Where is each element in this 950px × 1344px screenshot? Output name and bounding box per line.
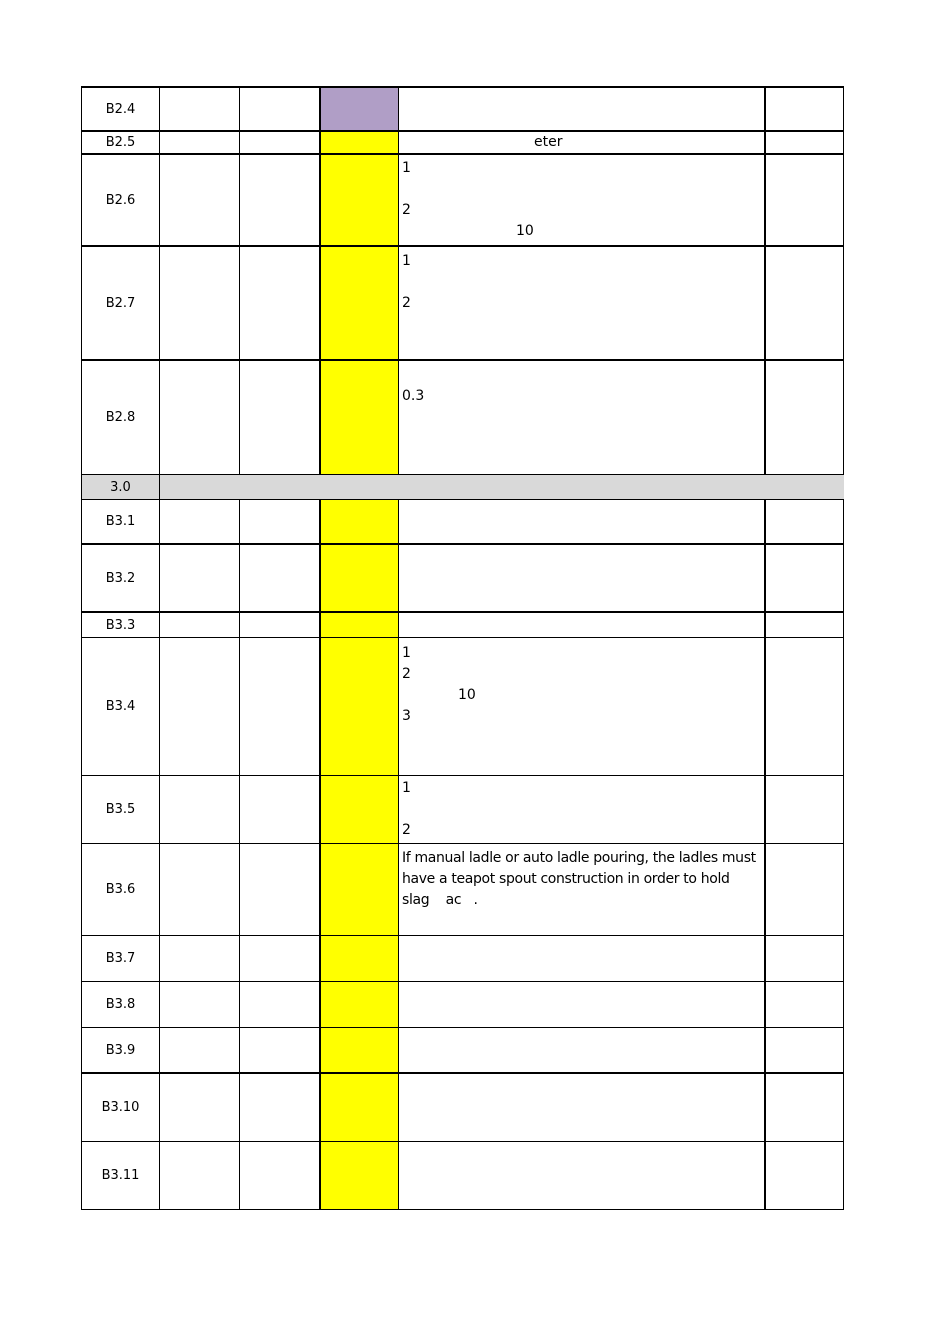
detail-cell bbox=[399, 361, 765, 475]
row-id: B3.1 bbox=[81, 500, 160, 545]
detail-text: 2 bbox=[402, 202, 411, 218]
empty-cell bbox=[160, 844, 240, 936]
empty-cell bbox=[765, 776, 844, 844]
detail-cell bbox=[399, 545, 765, 613]
highlight-cell bbox=[320, 844, 399, 936]
detail-cell bbox=[399, 155, 765, 247]
highlight-cell bbox=[320, 1142, 399, 1210]
empty-cell bbox=[765, 247, 844, 361]
highlight-cell bbox=[320, 1074, 399, 1142]
empty-cell bbox=[160, 1074, 240, 1142]
highlight-cell bbox=[320, 613, 399, 638]
table-row bbox=[81, 776, 844, 844]
row-id: B2.5 bbox=[81, 132, 160, 155]
row-id: B3.2 bbox=[81, 545, 160, 613]
detail-cell bbox=[399, 87, 765, 132]
detail-text: 1 bbox=[402, 645, 411, 661]
empty-cell bbox=[765, 613, 844, 638]
row-id: B3.6 bbox=[81, 844, 160, 936]
empty-cell bbox=[240, 1142, 320, 1210]
table-row bbox=[81, 545, 844, 613]
table-row bbox=[81, 982, 844, 1028]
empty-cell bbox=[160, 776, 240, 844]
spec-table bbox=[81, 86, 844, 1210]
detail-cell bbox=[399, 844, 765, 936]
empty-cell bbox=[240, 613, 320, 638]
detail-cell bbox=[399, 500, 765, 545]
table-row bbox=[81, 500, 844, 545]
empty-cell bbox=[240, 545, 320, 613]
empty-cell bbox=[240, 155, 320, 247]
detail-text: 2 bbox=[402, 295, 411, 311]
empty-cell bbox=[765, 155, 844, 247]
empty-cell bbox=[765, 982, 844, 1028]
detail-text: 10 bbox=[458, 687, 476, 703]
empty-cell bbox=[240, 776, 320, 844]
detail-text: 2 bbox=[402, 822, 411, 838]
detail-cell bbox=[399, 982, 765, 1028]
row-id: B3.4 bbox=[81, 638, 160, 776]
empty-cell bbox=[765, 844, 844, 936]
detail-cell bbox=[399, 776, 765, 844]
empty-cell bbox=[160, 155, 240, 247]
section-header-row bbox=[81, 475, 844, 500]
empty-cell bbox=[765, 361, 844, 475]
empty-cell bbox=[160, 247, 240, 361]
detail-text: 1 bbox=[402, 253, 411, 269]
empty-cell bbox=[765, 545, 844, 613]
empty-cell bbox=[160, 545, 240, 613]
table-row bbox=[81, 132, 844, 155]
row-id: B3.7 bbox=[81, 936, 160, 982]
detail-text: eter bbox=[534, 134, 563, 150]
detail-cell bbox=[399, 132, 765, 155]
empty-cell bbox=[240, 844, 320, 936]
highlight-cell bbox=[320, 1028, 399, 1074]
detail-cell bbox=[399, 1074, 765, 1142]
empty-cell bbox=[160, 361, 240, 475]
highlight-cell bbox=[320, 936, 399, 982]
detail-cell bbox=[399, 638, 765, 776]
empty-cell bbox=[240, 1074, 320, 1142]
table-row bbox=[81, 936, 844, 982]
detail-text: 1 bbox=[402, 780, 411, 796]
detail-text: 10 bbox=[516, 223, 534, 239]
detail-paragraph: If manual ladle or auto ladle pouring, the ladles must have a teapot spout construction in order to hold slag ac . bbox=[402, 850, 760, 908]
row-id: B3.11 bbox=[81, 1142, 160, 1210]
highlight-cell bbox=[320, 545, 399, 613]
empty-cell bbox=[765, 1074, 844, 1142]
empty-cell bbox=[765, 1142, 844, 1210]
highlight-cell bbox=[320, 361, 399, 475]
empty-cell bbox=[240, 1028, 320, 1074]
table-row bbox=[81, 247, 844, 361]
empty-cell bbox=[160, 87, 240, 132]
row-id: B2.6 bbox=[81, 155, 160, 247]
table-row bbox=[81, 155, 844, 247]
row-id: B3.3 bbox=[81, 613, 160, 638]
table-row bbox=[81, 361, 844, 475]
empty-cell bbox=[160, 500, 240, 545]
section-number: 3.0 bbox=[81, 475, 160, 500]
empty-cell bbox=[240, 247, 320, 361]
table-row bbox=[81, 86, 844, 132]
detail-cell bbox=[399, 1142, 765, 1210]
empty-cell bbox=[240, 361, 320, 475]
highlight-cell bbox=[320, 155, 399, 247]
empty-cell bbox=[160, 936, 240, 982]
row-id: B3.9 bbox=[81, 1028, 160, 1074]
table-row bbox=[81, 613, 844, 638]
empty-cell bbox=[765, 1028, 844, 1074]
table-row bbox=[81, 844, 844, 936]
empty-cell bbox=[160, 613, 240, 638]
empty-cell bbox=[765, 638, 844, 776]
table-row bbox=[81, 1028, 844, 1074]
empty-cell bbox=[240, 87, 320, 132]
detail-text: 3 bbox=[402, 708, 411, 724]
highlight-cell bbox=[320, 776, 399, 844]
row-id: B2.8 bbox=[81, 361, 160, 475]
row-id: B3.5 bbox=[81, 776, 160, 844]
row-id: B2.7 bbox=[81, 247, 160, 361]
empty-cell bbox=[160, 638, 240, 776]
empty-cell bbox=[765, 500, 844, 545]
table-row bbox=[81, 1074, 844, 1142]
highlight-cell bbox=[320, 87, 399, 132]
detail-cell bbox=[399, 1028, 765, 1074]
detail-text: 2 bbox=[402, 666, 411, 682]
detail-text: 1 bbox=[402, 160, 411, 176]
empty-cell bbox=[160, 1142, 240, 1210]
empty-cell bbox=[240, 638, 320, 776]
table-row bbox=[81, 638, 844, 776]
empty-cell bbox=[160, 132, 240, 155]
empty-cell bbox=[160, 982, 240, 1028]
empty-cell bbox=[765, 132, 844, 155]
detail-cell bbox=[399, 936, 765, 982]
row-id: B3.10 bbox=[81, 1074, 160, 1142]
empty-cell bbox=[240, 936, 320, 982]
row-id: B2.4 bbox=[81, 87, 160, 132]
table-row bbox=[81, 1142, 844, 1210]
row-id: B3.8 bbox=[81, 982, 160, 1028]
highlight-cell bbox=[320, 982, 399, 1028]
section-band bbox=[160, 475, 844, 500]
detail-cell bbox=[399, 247, 765, 361]
highlight-cell bbox=[320, 500, 399, 545]
empty-cell bbox=[765, 87, 844, 132]
highlight-cell bbox=[320, 247, 399, 361]
highlight-cell bbox=[320, 132, 399, 155]
empty-cell bbox=[765, 936, 844, 982]
empty-cell bbox=[240, 500, 320, 545]
detail-text: 0.3 bbox=[402, 388, 425, 404]
empty-cell bbox=[240, 132, 320, 155]
empty-cell bbox=[240, 982, 320, 1028]
detail-cell bbox=[399, 613, 765, 638]
highlight-cell bbox=[320, 638, 399, 776]
empty-cell bbox=[160, 1028, 240, 1074]
